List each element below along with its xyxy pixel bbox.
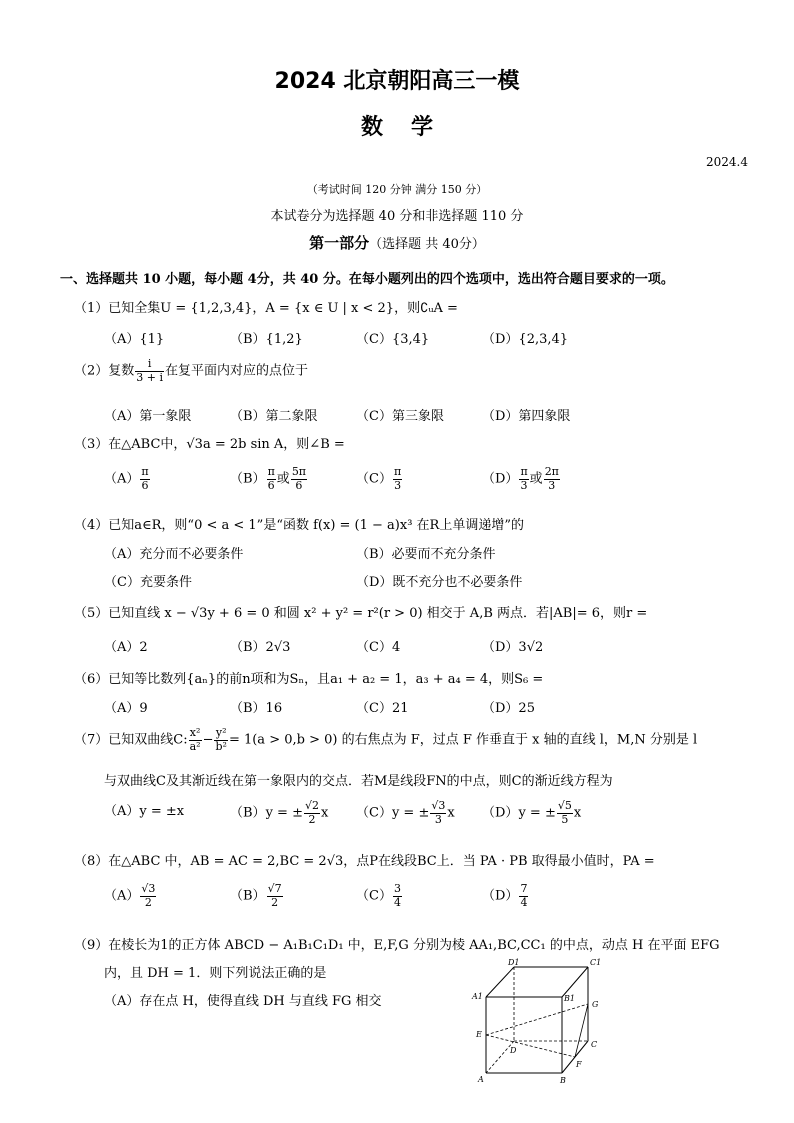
q7-option-c [356,800,455,826]
q3-label-d: （D） [482,471,519,487]
q7-c-frac [430,800,446,826]
q7-c-post: x [447,805,455,821]
q3-b-num2: 5π [291,465,307,478]
seg-eg [486,1004,588,1035]
q3-d-den1: 3 [520,478,528,492]
label-e: E [476,1030,482,1039]
label-b: B [560,1076,566,1085]
q4-option-a: （A）充分而不必要条件 [104,547,244,562]
q8-option-b [230,883,284,909]
q7-c-num: √3 [431,799,446,812]
q8-stem: （8）在△ABC 中，AB = AC = 2,BC = 2√3，点P在线段BC上．当 PA · PB 取得最小值时，PA = [74,854,655,869]
q9-option-a: （A）存在点 H，使得直线 DH 与直线 FG 相交 [104,994,382,1009]
q3-b-frac2 [291,466,307,492]
label-f: F [576,1060,582,1069]
cube-figure [470,955,610,1090]
subject-title: 数学 [360,115,461,140]
q3-a-num: π [141,465,149,478]
q2-frac-num: i [135,358,164,372]
q9-stem: （9）在棱长为1的正方体 ABCD − A₁B₁C₁D₁ 中，E,F,G 分别为棱 AA₁,BC,CC₁ 的中点，动点 H 在平面 EFG [74,938,720,953]
q3-option-b [230,466,308,492]
q7-c-pre: y = ± [391,805,430,821]
q3-option-d [482,466,561,492]
q3-option-c [356,466,403,492]
q5-option-c: （C）4 [356,640,401,655]
q5-option-a: （A）2 [104,640,148,655]
q3-b-den2: 6 [295,478,303,492]
q7-b-pre: y = ± [265,805,303,821]
q8-b-num: √7 [267,882,282,895]
q7-label-b: （B） [230,805,266,821]
q8-a-num: √3 [141,882,156,895]
q8-b-den: 2 [271,895,279,909]
q3-c-den: 3 [394,478,402,492]
q3-a-den: 6 [141,478,149,492]
q7-option-d [482,800,581,826]
q7-frac1-num: x² [189,726,201,739]
q1-option-a: （A）{1} [104,332,165,347]
q3-option-a [104,466,151,492]
q1-option-b: （B）{1,2} [230,332,303,347]
exam-date: 2024.4 [706,155,748,169]
q8-option-a [104,883,157,909]
part-heading [0,232,794,253]
q8-d-num: 7 [520,882,528,895]
exam-time-note: （考试时间 120 分钟 满分 150 分） [306,183,488,196]
q7-frac2 [214,727,227,753]
q3-d-num2: 2π [544,465,559,478]
q3-label-c: （C） [356,471,392,487]
label-a: A [478,1075,484,1084]
q7-d-den: 5 [561,812,569,826]
q2-suffix: 在复平面内对应的点位于 [165,363,309,379]
label-a1: A1 [472,992,483,1001]
q7-option-a [104,800,184,819]
q8-a-frac [140,883,156,909]
exam-structure-note: 本试卷分为选择题 40 分和非选择题 110 分 [270,209,524,224]
q2-option-d: （D）第四象限 [482,409,571,424]
q7-suffix: = 1(a > 0,b > 0) 的右焦点为 F，过点 F 作垂直于 x 轴的直线 l，M,N 分别是 l [228,732,698,748]
q3-d-frac1 [519,466,528,492]
q7-option-b [230,800,328,826]
q7-stem [74,727,697,753]
part-title: 第一部分 [309,234,370,252]
q6-option-c: （C）21 [356,701,409,716]
q4-option-c: （C）充要条件 [104,575,192,590]
q1-option-c: （C）{3,4} [356,332,430,347]
q8-b-frac [267,883,283,909]
q7-label-d: （D） [482,805,519,821]
q7-label-c: （C） [356,805,392,821]
q4-option-b: （B）必要而不充分条件 [356,547,496,562]
section-instruction: 一、选择题共 10 小题，每小题 4分，共 40 分。在每小题列出的四个选项中，选出符合题目要求的一项。 [60,272,674,287]
q4-option-d: （D）既不充分也不必要条件 [356,575,523,590]
q2-frac-den: 3 + i [136,370,164,384]
q7-b-num: √2 [304,799,319,812]
q3-d-frac2 [544,466,560,492]
q2-option-a: （A）第一象限 [104,409,192,424]
q3-a-frac [140,466,149,492]
q8-c-frac [393,883,402,909]
q7-a-text: y = ±x [139,804,185,819]
q8-label-c: （C） [356,888,392,904]
q7-b-frac [304,800,320,826]
q8-a-den: 2 [144,895,152,909]
edge-c1b1 [562,967,588,997]
q3-b-or: 或 [276,471,290,487]
label-b1: B1 [564,994,575,1003]
q3-b-den1: 6 [267,478,275,492]
q9-line2: 内，且 DH = 1．则下列说法正确的是 [104,966,327,981]
q3-c-frac [393,466,402,492]
q3-label-a: （A） [104,471,140,487]
q7-b-den: 2 [308,812,316,826]
q8-label-b: （B） [230,888,266,904]
part-note: （选择题 共 40分） [369,237,485,252]
q2-stem [74,358,308,384]
q7-d-num: √5 [557,799,572,812]
q7-frac2-num: y² [215,726,227,739]
label-d1: D1 [508,958,520,967]
q6-option-b: （B）16 [230,701,283,716]
q7-d-post: x [573,805,582,821]
label-g: G [592,1000,599,1009]
q3-label-b: （B） [230,471,266,487]
q3-d-den2: 3 [548,478,556,492]
q8-label-d: （D） [482,888,519,904]
q7-label-a: （A） [104,804,140,819]
q8-c-num: 3 [393,882,401,895]
q8-label-a: （A） [104,888,140,904]
q8-c-den: 4 [393,895,401,909]
q7-minus: − [202,732,214,748]
q5-stem: （5）已知直线 x − √3y + 6 = 0 和圆 x² + y² = r²(r > 0) 相交于 A,B 两点．若|AB|= 6，则r = [74,606,648,621]
q3-c-num: π [393,465,402,478]
q4-stem: （4）已知a∈R，则“0 < a < 1”是“函数 f(x) = (1 − a)x³ 在R上单调递增”的 [74,518,524,533]
q3-b-num1: π [267,465,275,478]
q3-stem: （3）在△ABC中，√3a = 2b sin A，则∠B = [74,437,345,452]
q2-option-b: （B）第二象限 [230,409,318,424]
q5-option-b: （B）2√3 [230,640,291,655]
q7-d-frac [557,800,573,826]
q2-option-c: （C）第三象限 [356,409,444,424]
q7-frac1-den: a² [189,739,201,753]
q7-prefix: （7）已知双曲线C: [74,732,188,748]
edge-a1d1 [486,967,514,997]
q8-option-d [482,883,529,909]
q8-option-c [356,883,403,909]
label-c: C [591,1040,598,1049]
label-c1: C1 [590,958,602,967]
q3-d-or: 或 [529,471,543,487]
q6-option-d: （D）25 [482,701,535,716]
q7-c-den: 3 [434,812,442,826]
q3-b-frac1 [267,466,276,492]
q6-option-a: （A）9 [104,701,148,716]
q7-d-pre: y = ± [518,805,556,821]
q6-stem: （6）已知等比数列{aₙ}的前n项和为Sₙ，且a₁ + a₂ = 1，a₃ + a₄ = 4，则S₆ = [74,672,544,687]
q7-line2: 与双曲线C及其渐近线在第一象限内的交点．若M是线段FN的中点，则C的渐近线方程为 [104,774,613,789]
q8-d-frac [519,883,528,909]
q7-frac2-den: b² [215,739,227,753]
q7-b-post: x [320,805,329,821]
q8-d-den: 4 [520,895,528,909]
label-d: D [510,1046,517,1055]
q5-option-d: （D）3√2 [482,640,544,655]
q3-d-num1: π [520,465,528,478]
q7-frac1 [189,727,202,753]
q1-stem: （1）已知全集U = {1,2,3,4}，A = {x ∈ U | x < 2}，则∁ᵤA = [74,301,458,316]
q1-option-d: （D）{2,3,4} [482,332,569,347]
q2-prefix: （2）复数 [74,363,135,379]
q2-fraction [135,358,164,384]
exam-title: 2024 北京朝阳高三一模 [274,69,520,94]
